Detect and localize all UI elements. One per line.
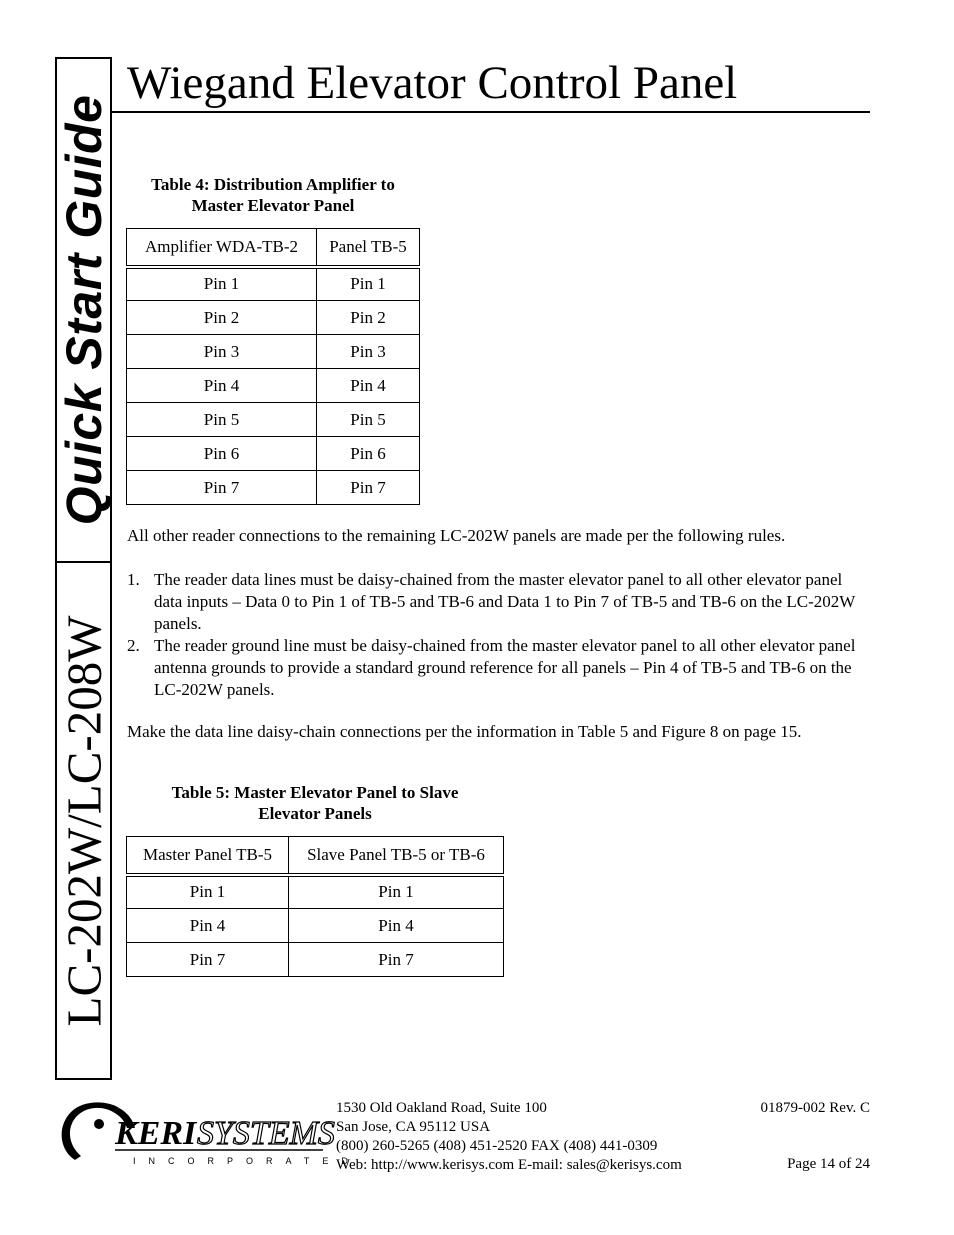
title-rule bbox=[112, 111, 870, 113]
table-cell: Pin 6 bbox=[317, 437, 420, 471]
list-item-number: 2. bbox=[127, 636, 140, 655]
table-cell: Pin 7 bbox=[289, 943, 504, 977]
logo-incorporated-text: INCORPORATED bbox=[133, 1156, 361, 1166]
table-cell: Pin 7 bbox=[127, 943, 289, 977]
logo-keri-text: KERI bbox=[115, 1115, 197, 1152]
table5-caption-line1: Table 5: Master Elevator Panel to Slave bbox=[171, 783, 459, 802]
rules-list bbox=[127, 569, 872, 701]
table-row bbox=[127, 369, 420, 403]
footer-page-number: Page 14 of 24 bbox=[787, 1156, 870, 1172]
footer-web-line: Web: http://www.kerisys.com E-mail: sales@kerisys.com bbox=[336, 1157, 682, 1173]
intro-paragraph: All other reader connections to the remaining LC-202W panels are made per the following rules. bbox=[127, 526, 786, 545]
table-row bbox=[127, 335, 420, 369]
table4-caption-line1: Table 4: Distribution Amplifier to bbox=[151, 175, 395, 194]
footer-address-line: San Jose, CA 95112 USA bbox=[336, 1119, 491, 1135]
table-cell: Pin 1 bbox=[289, 875, 504, 909]
table-cell: Pin 7 bbox=[127, 471, 317, 505]
sidebar-model-section bbox=[57, 563, 110, 1078]
list-item bbox=[127, 635, 872, 701]
table-cell: Pin 1 bbox=[317, 267, 420, 301]
page-title: Wiegand Elevator Control Panel bbox=[127, 57, 738, 109]
sidebar-guide-section bbox=[57, 59, 110, 561]
table-row bbox=[127, 437, 420, 471]
table-row bbox=[127, 301, 420, 335]
table4-header-cell: Panel TB-5 bbox=[317, 229, 420, 267]
sidebar-model-label: LC-202W/LC-208W bbox=[56, 615, 111, 1026]
list-item-text: The reader ground line must be daisy-chained from the master elevator panel to all other elevator panel antenna grounds to provide a standard ground reference for all panels – Pin 4 of TB-5 and TB-6 on the LC-202W panels. bbox=[154, 636, 856, 699]
footer-doc-revision: 01879-002 Rev. C bbox=[760, 1100, 870, 1116]
table-cell: Pin 5 bbox=[127, 403, 317, 437]
logo-systems-text: SYSTEMS bbox=[197, 1115, 335, 1152]
footer-address-line: 1530 Old Oakland Road, Suite 100 bbox=[336, 1100, 547, 1116]
table-cell: Pin 3 bbox=[127, 335, 317, 369]
table5-header-cell: Master Panel TB-5 bbox=[127, 837, 289, 875]
table-row bbox=[127, 267, 420, 301]
footer-phone-line: (800) 260-5265 (408) 451-2520 FAX (408) 441-0309 bbox=[336, 1138, 658, 1154]
table-row bbox=[127, 909, 504, 943]
table5-header-cell: Slave Panel TB-5 or TB-6 bbox=[289, 837, 504, 875]
table-row bbox=[127, 471, 420, 505]
table4 bbox=[126, 228, 420, 505]
list-item-number: 1. bbox=[127, 570, 140, 589]
table-cell: Pin 5 bbox=[317, 403, 420, 437]
table-cell: Pin 2 bbox=[317, 301, 420, 335]
table5-header-row bbox=[127, 837, 504, 875]
table-cell: Pin 7 bbox=[317, 471, 420, 505]
kerisystems-logo bbox=[55, 1098, 361, 1170]
footer-address bbox=[336, 1099, 682, 1175]
table-cell: Pin 2 bbox=[127, 301, 317, 335]
list-item bbox=[127, 569, 872, 635]
closing-paragraph: Make the data line daisy-chain connections per the information in Table 5 and Figure 8 on page 15. bbox=[127, 722, 802, 741]
sidebar-guide-label: Quick Start Guide bbox=[55, 94, 112, 526]
table4-caption bbox=[127, 174, 419, 216]
table-row bbox=[127, 943, 504, 977]
table-cell: Pin 4 bbox=[127, 909, 289, 943]
table-cell: Pin 1 bbox=[127, 267, 317, 301]
list-item-text: The reader data lines must be daisy-chained from the master elevator panel to all other elevator panel data inputs – Data 0 to Pin 1 of TB-5 and TB-6 and Data 1 to Pin 7 of TB-5 and TB-6 on the LC-202W panels. bbox=[154, 570, 856, 633]
table-cell: Pin 3 bbox=[317, 335, 420, 369]
table-row bbox=[127, 403, 420, 437]
table-cell: Pin 4 bbox=[317, 369, 420, 403]
table4-header-row bbox=[127, 229, 420, 267]
table-cell: Pin 1 bbox=[127, 875, 289, 909]
table5-caption bbox=[127, 782, 503, 824]
table-row bbox=[127, 875, 504, 909]
table4-caption-line2: Master Elevator Panel bbox=[191, 196, 355, 215]
table-cell: Pin 4 bbox=[289, 909, 504, 943]
table-cell: Pin 6 bbox=[127, 437, 317, 471]
sidebar bbox=[55, 57, 112, 1080]
table4-header-cell: Amplifier WDA-TB-2 bbox=[127, 229, 317, 267]
table5-caption-line2: Elevator Panels bbox=[258, 804, 372, 823]
table5 bbox=[126, 836, 504, 977]
table-cell: Pin 4 bbox=[127, 369, 317, 403]
